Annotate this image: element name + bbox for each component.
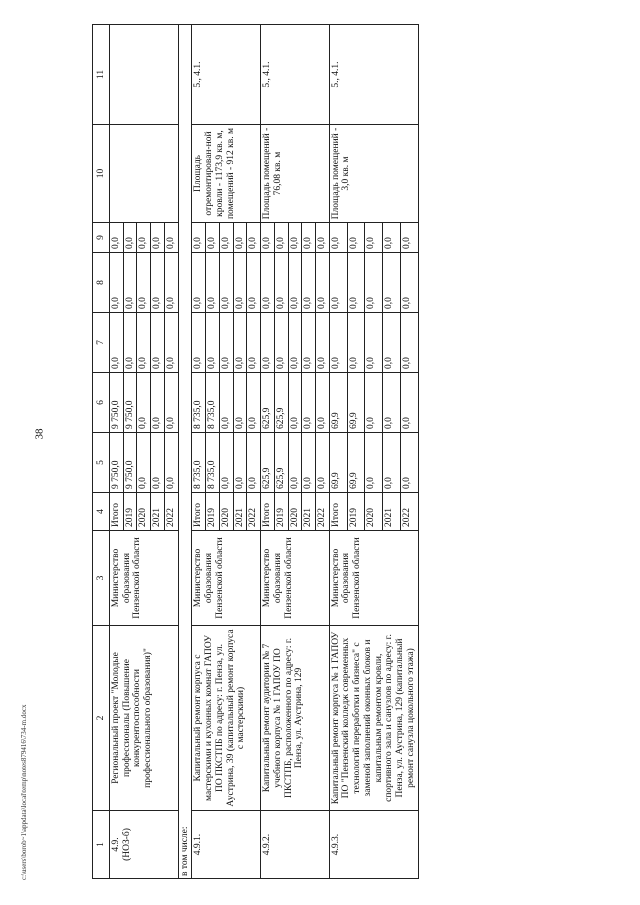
value-cell: 0,0 — [288, 253, 302, 313]
item-id-cell: 4.9. (НОЗ-б) — [110, 811, 179, 879]
value-cell: 0,0 — [274, 223, 288, 253]
table-row — [329, 25, 347, 879]
column-number-header: 3 — [93, 531, 110, 626]
value-cell: 0,0 — [164, 373, 178, 433]
reference-cell — [110, 25, 179, 125]
column-number-header: 4 — [93, 493, 110, 531]
value-cell: 0,0 — [302, 253, 316, 313]
reference-cell: 5., 4.1. — [192, 25, 261, 125]
value-cell: 9 750,0 — [110, 373, 124, 433]
value-cell: 625,9 — [274, 373, 288, 433]
value-cell: 0,0 — [365, 223, 383, 253]
value-cell: 0,0 — [383, 433, 401, 493]
reference-cell: 5., 4.1. — [261, 25, 330, 125]
value-cell: 0,0 — [288, 223, 302, 253]
value-cell: 0,0 — [347, 253, 365, 313]
year-cell: 2022 — [400, 493, 418, 531]
value-cell: 0,0 — [316, 223, 330, 253]
value-cell: 0,0 — [329, 313, 347, 373]
item-name-cell: Капитальный ремонт корпуса с мастерскими и кухонных комнат ГАПОУ ПО ПКСТПБ по адресу: г. Пенза, ул. Аустрина, 39 (капитальный ремонт корпуса с мастерскими) — [192, 626, 261, 811]
value-cell: 0,0 — [261, 223, 275, 253]
value-cell: 0,0 — [316, 313, 330, 373]
value-cell: 0,0 — [383, 373, 401, 433]
value-cell: 8 735,0 — [206, 433, 220, 493]
value-cell: 0,0 — [288, 313, 302, 373]
year-cell: 2022 — [164, 493, 178, 531]
value-cell: 0,0 — [151, 373, 165, 433]
page-number: 38 — [33, 428, 46, 440]
item-name-cell: Региональный проект "Молодые профессионалы (Повышение конкурентоспособности профессионального образования)" — [110, 626, 179, 811]
including-label: в том числе: — [178, 25, 192, 879]
value-cell: 0,0 — [137, 313, 151, 373]
column-number-header: 8 — [93, 253, 110, 313]
agency-cell: Министерство образования Пензенской области — [110, 531, 179, 626]
year-cell: 2022 — [247, 493, 261, 531]
value-cell: 0,0 — [274, 253, 288, 313]
value-cell: 0,0 — [110, 313, 124, 373]
value-cell: 0,0 — [151, 433, 165, 493]
value-cell: 0,0 — [365, 253, 383, 313]
value-cell: 0,0 — [137, 433, 151, 493]
value-cell: 0,0 — [302, 223, 316, 253]
value-cell: 0,0 — [123, 313, 137, 373]
value-cell: 0,0 — [400, 223, 418, 253]
value-cell: 0,0 — [110, 253, 124, 313]
value-cell: 0,0 — [192, 253, 206, 313]
value-cell: 0,0 — [233, 223, 247, 253]
value-cell: 0,0 — [192, 223, 206, 253]
column-number-header: 7 — [93, 313, 110, 373]
value-cell: 0,0 — [302, 373, 316, 433]
value-cell: 0,0 — [123, 223, 137, 253]
indicator-note-cell: Площадь помещений - 76,08 кв. м — [261, 125, 330, 223]
value-cell: 0,0 — [316, 433, 330, 493]
value-cell: 0,0 — [137, 253, 151, 313]
column-number-header: 2 — [93, 626, 110, 811]
rotated-table-wrapper — [92, 25, 419, 879]
value-cell: 0,0 — [233, 433, 247, 493]
year-cell: Итого — [192, 493, 206, 531]
agency-cell: Министерство образования Пензенской области — [261, 531, 330, 626]
year-cell: Итого — [110, 493, 124, 531]
year-cell: 2019 — [206, 493, 220, 531]
value-cell: 0,0 — [383, 253, 401, 313]
value-cell: 0,0 — [247, 313, 261, 373]
year-cell: 2020 — [288, 493, 302, 531]
value-cell: 0,0 — [316, 373, 330, 433]
value-cell: 69,9 — [329, 433, 347, 493]
value-cell: 0,0 — [261, 253, 275, 313]
value-cell: 0,0 — [400, 433, 418, 493]
table-row — [192, 25, 206, 879]
indicator-note-cell: Площадь помещений - 3,0 кв. м — [329, 125, 418, 223]
column-number-header: 10 — [93, 125, 110, 223]
value-cell: 0,0 — [206, 253, 220, 313]
value-cell: 9 750,0 — [123, 433, 137, 493]
value-cell: 0,0 — [151, 253, 165, 313]
value-cell: 0,0 — [400, 373, 418, 433]
year-cell: 2021 — [383, 493, 401, 531]
value-cell: 0,0 — [164, 223, 178, 253]
value-cell: 0,0 — [302, 313, 316, 373]
table-row — [261, 25, 275, 879]
value-cell: 0,0 — [329, 223, 347, 253]
value-cell: 9 750,0 — [123, 373, 137, 433]
value-cell: 0,0 — [365, 313, 383, 373]
column-number-row — [93, 25, 110, 879]
value-cell: 0,0 — [219, 223, 233, 253]
value-cell: 0,0 — [261, 313, 275, 373]
column-number-header: 6 — [93, 373, 110, 433]
value-cell: 0,0 — [383, 223, 401, 253]
value-cell: 625,9 — [261, 433, 275, 493]
value-cell: 0,0 — [400, 253, 418, 313]
value-cell: 0,0 — [233, 373, 247, 433]
column-number-header: 5 — [93, 433, 110, 493]
item-id-cell: 4.9.2. — [261, 811, 330, 879]
value-cell: 0,0 — [233, 253, 247, 313]
value-cell: 625,9 — [261, 373, 275, 433]
value-cell: 69,9 — [347, 433, 365, 493]
value-cell: 0,0 — [206, 313, 220, 373]
footer-file-path: c:\users\borob~1\appdata\local\temp\notes879416\734-m.docx — [20, 704, 28, 880]
value-cell: 0,0 — [247, 253, 261, 313]
value-cell: 0,0 — [383, 313, 401, 373]
value-cell: 8 735,0 — [192, 373, 206, 433]
value-cell: 0,0 — [137, 373, 151, 433]
year-cell: 2020 — [137, 493, 151, 531]
value-cell: 0,0 — [151, 313, 165, 373]
indicator-note-cell: Площадь отремонтирован-ной кровли - 1173,9 кв. м, помещений - 912 кв. м — [192, 125, 261, 223]
item-name-cell: Капитальный ремонт корпуса № 1 ГАПОУ ПО "Пензенский колледж современных технологий переработки и бизнеса" с заменой заполнений оконных блоков и капитальным ремонтом кровли, спортивного зала и санузлов по адресу: г. Пенза, ул. Аустрина, 129 (капитальный ремонт санузла цокольного этажа) — [329, 626, 418, 811]
value-cell: 0,0 — [288, 433, 302, 493]
value-cell: 0,0 — [247, 433, 261, 493]
value-cell: 69,9 — [329, 373, 347, 433]
value-cell: 69,9 — [347, 373, 365, 433]
value-cell: 0,0 — [164, 313, 178, 373]
column-number-header: 11 — [93, 25, 110, 125]
value-cell: 8 735,0 — [192, 433, 206, 493]
value-cell: 0,0 — [365, 433, 383, 493]
value-cell: 0,0 — [219, 373, 233, 433]
year-cell: 2022 — [316, 493, 330, 531]
value-cell: 0,0 — [219, 253, 233, 313]
year-cell: Итого — [261, 493, 275, 531]
value-cell: 8 735,0 — [206, 373, 220, 433]
year-cell: 2021 — [233, 493, 247, 531]
value-cell: 0,0 — [274, 313, 288, 373]
value-cell: 0,0 — [329, 253, 347, 313]
value-cell: 0,0 — [233, 313, 247, 373]
value-cell: 0,0 — [164, 253, 178, 313]
indicator-note-cell — [110, 125, 179, 223]
value-cell: 0,0 — [288, 373, 302, 433]
value-cell: 0,0 — [151, 223, 165, 253]
value-cell: 0,0 — [302, 433, 316, 493]
value-cell: 0,0 — [247, 373, 261, 433]
value-cell: 0,0 — [347, 313, 365, 373]
value-cell: 0,0 — [400, 313, 418, 373]
value-cell: 0,0 — [123, 253, 137, 313]
column-number-header: 1 — [93, 811, 110, 879]
year-cell: 2020 — [365, 493, 383, 531]
item-name-cell: Капитальный ремонт аудитории № 7 учебного корпуса № 1 ГАПОУ ПО ПКСТПБ, расположенного по адресу: г. Пенза, ул. Аустрина, 129 — [261, 626, 330, 811]
column-number-header: 9 — [93, 223, 110, 253]
including-row — [178, 25, 192, 879]
agency-cell: Министерство образования Пензенской области — [192, 531, 261, 626]
value-cell: 0,0 — [365, 373, 383, 433]
year-cell: 2019 — [274, 493, 288, 531]
year-cell: 2020 — [219, 493, 233, 531]
reference-cell: 5., 4.1. — [329, 25, 418, 125]
item-id-cell: 4.9.3. — [329, 811, 418, 879]
value-cell: 0,0 — [219, 433, 233, 493]
value-cell: 0,0 — [110, 223, 124, 253]
value-cell: 0,0 — [164, 433, 178, 493]
value-cell: 0,0 — [219, 313, 233, 373]
value-cell: 0,0 — [137, 223, 151, 253]
value-cell: 0,0 — [192, 313, 206, 373]
budget-table — [92, 24, 419, 879]
year-cell: 2019 — [347, 493, 365, 531]
item-id-cell: 4.9.1. — [192, 811, 261, 879]
agency-cell: Министерство образования Пензенской области — [329, 531, 418, 626]
year-cell: 2021 — [151, 493, 165, 531]
year-cell: 2021 — [302, 493, 316, 531]
value-cell: 0,0 — [206, 223, 220, 253]
value-cell: 0,0 — [316, 253, 330, 313]
year-cell: Итого — [329, 493, 347, 531]
value-cell: 0,0 — [347, 223, 365, 253]
table-row — [110, 25, 124, 879]
year-cell: 2019 — [123, 493, 137, 531]
value-cell: 625,9 — [274, 433, 288, 493]
value-cell: 0,0 — [247, 223, 261, 253]
value-cell: 9 750,0 — [110, 433, 124, 493]
